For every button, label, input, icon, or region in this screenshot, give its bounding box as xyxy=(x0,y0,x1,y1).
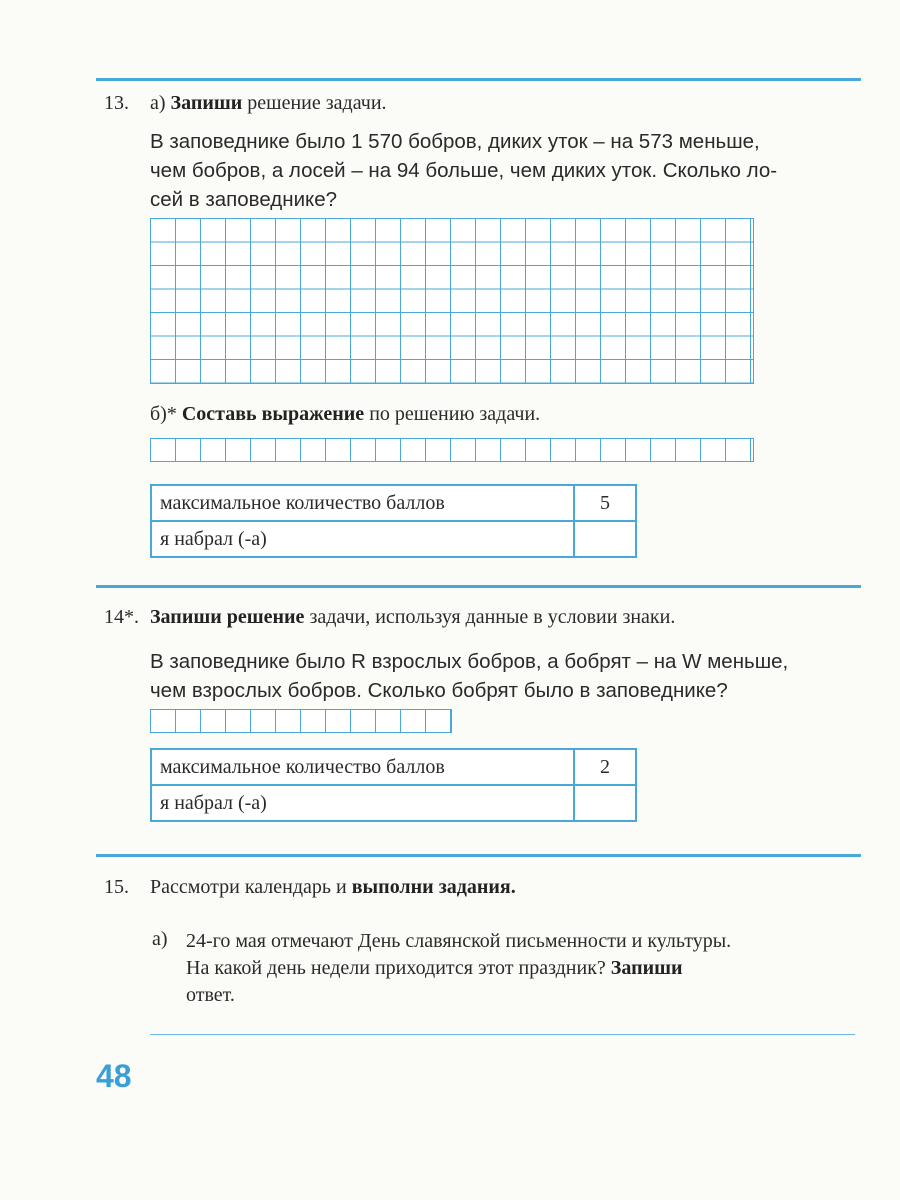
task-15-heading xyxy=(150,876,516,899)
task-13-problem-line: сей в заповеднике? xyxy=(150,188,338,211)
task-14-solution-grid[interactable] xyxy=(150,709,452,733)
task-13b-prefix: б)* xyxy=(150,403,177,425)
task-14-problem-line: В заповеднике было R взрослых бобров, а бобрят – на W меньше, xyxy=(150,650,789,673)
score-max-label: максимальное количество баллов xyxy=(151,749,574,785)
task-15a-prefix: а) xyxy=(152,928,168,950)
task-13a-rest: решение задачи. xyxy=(242,92,387,114)
task-15-rest: Рассмотри календарь и xyxy=(150,876,352,898)
task-15a-answer-line[interactable] xyxy=(150,1034,855,1035)
score-max-value: 2 xyxy=(574,749,636,785)
task-14-problem-line: чем взрослых бобров. Сколько бобрят было в заповеднике? xyxy=(150,679,728,702)
score-got-input[interactable] xyxy=(574,785,636,821)
task-13-problem xyxy=(150,127,777,214)
task-13a-prefix: а) xyxy=(150,92,166,114)
score-row-max xyxy=(151,485,636,521)
task-13a-solution-grid[interactable] xyxy=(150,218,754,384)
task-13a-bold: Запиши xyxy=(170,92,243,114)
task-13b-rest: по решению задачи. xyxy=(364,403,541,425)
task-15a-text xyxy=(186,928,856,1009)
task-14-bold: Запиши решение xyxy=(150,606,305,628)
task-14-heading xyxy=(150,606,675,629)
task-15-number: 15. xyxy=(104,876,129,898)
task-14-number: 14*. xyxy=(104,606,139,628)
task-13b-bold: Составь выражение xyxy=(181,403,365,425)
task-13a-heading xyxy=(150,92,387,115)
task-14-problem xyxy=(150,647,788,705)
task-13-problem-line: В заповеднике было 1 570 бобров, диких уток – на 573 меньше, xyxy=(150,130,760,153)
score-row-max xyxy=(151,749,636,785)
score-got-input[interactable] xyxy=(574,521,636,557)
score-max-label: максимальное количество баллов xyxy=(151,485,574,521)
section-divider-13-14 xyxy=(96,585,861,588)
task-15a-line xyxy=(186,955,856,982)
task-15a-line: 24-го мая отмечают День славянской письменности и культуры. xyxy=(186,930,732,952)
task-13b-expression-grid[interactable] xyxy=(150,438,754,462)
score-row-got xyxy=(151,785,636,821)
task-15a-line: ответ. xyxy=(186,984,235,1006)
section-divider-14-15 xyxy=(96,854,861,857)
section-divider-top xyxy=(96,78,861,81)
score-got-label: я набрал (-а) xyxy=(151,521,574,557)
page-number: 48 xyxy=(96,1058,132,1094)
task-13-problem-line: чем бобров, а лосей – на 94 больше, чем диких уток. Сколько ло- xyxy=(150,159,778,182)
task-13-number: 13. xyxy=(104,92,129,114)
score-row-got xyxy=(151,521,636,557)
task-13b-heading xyxy=(150,403,540,426)
task-14-rest: задачи, используя данные в условии знаки. xyxy=(304,606,676,628)
task-15a-line2-text: На какой день недели приходится этот праздник? xyxy=(186,957,611,979)
score-max-value: 5 xyxy=(574,485,636,521)
task-14-score-table xyxy=(150,748,637,822)
task-13-score-table xyxy=(150,484,637,558)
score-got-label: я набрал (-а) xyxy=(151,785,574,821)
task-15-bold: выполни задания. xyxy=(351,876,516,898)
task-15a-bold: Запиши xyxy=(610,957,683,979)
